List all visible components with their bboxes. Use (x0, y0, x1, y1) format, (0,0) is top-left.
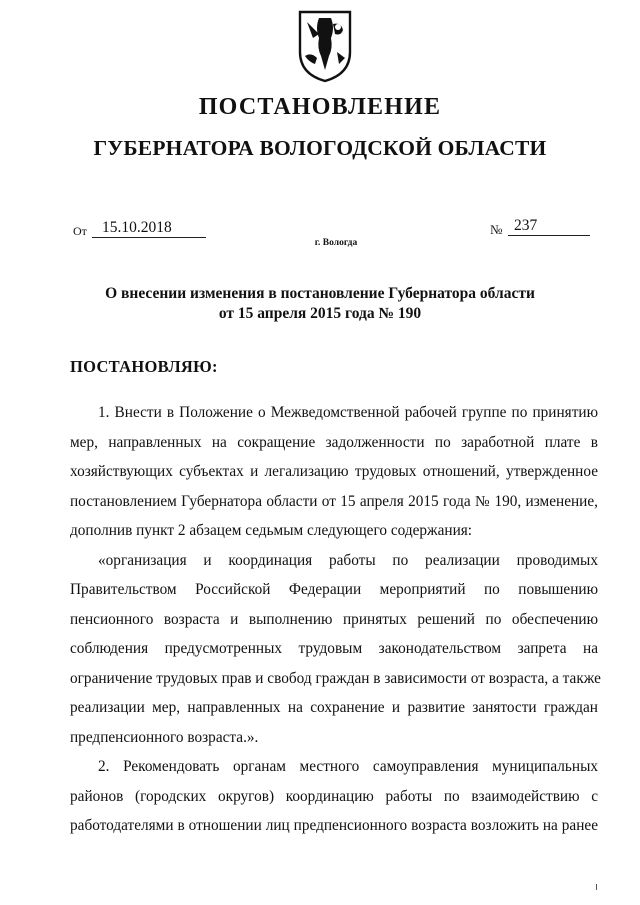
date-label: От (73, 224, 87, 238)
text-line: работодателями в отношении лиц предпенсионного возраста возложить на ранее (70, 817, 598, 834)
decree-word: ПОСТАНОВЛЯЮ: (70, 357, 218, 376)
document-body (70, 398, 601, 841)
text-line: районов (городских округов) координацию работы по взаимодействию с (70, 787, 598, 805)
text-line: пенсионного возраста и выполнению принятых решений по обеспечению (70, 610, 598, 628)
text-line: 2. Рекомендовать органам местного самоуправления муниципальных (98, 758, 598, 775)
text-line: 1. Внести в Положение о Межведомственной рабочей группе по принятию (98, 404, 598, 421)
scan-mark (596, 884, 597, 890)
paragraph-1 (70, 398, 598, 546)
number-value: 237 (508, 217, 590, 236)
text-line: Правительством Российской Федерации мероприятий по повышению (70, 581, 598, 598)
coat-of-arms-emblem (297, 8, 353, 84)
text-line: ограничение трудовых прав и свобод граждан в зависимости от возраста, а также (70, 669, 601, 687)
document-issuer: ГУБЕРНАТОРА ВОЛОГОДСКОЙ ОБЛАСТИ (93, 136, 547, 160)
text-line: реализации мер, направленных на сохранение и развитие занятости граждан (70, 699, 598, 716)
city-label: г. Вологда (314, 238, 358, 248)
paragraph-2 (70, 752, 598, 841)
text-line: хозяйствующих субъектах и легализацию трудовых отношений, утвержденное (70, 463, 598, 480)
number-label: № (490, 222, 503, 237)
subject-line-1: О внесении изменения в постановление Губернатора области (105, 285, 535, 302)
paragraph-quote (70, 546, 601, 753)
text-line: соблюдения предусмотренных трудовым законодательством запрета на (70, 640, 598, 657)
text-line: дополнив пункт 2 абзацем седьмым следующего содержания: (70, 522, 473, 539)
subject-line-2: от 15 апреля 2015 года № 190 (218, 305, 422, 322)
text-line: «организация и координация работы по реализации проводимых (98, 551, 598, 569)
document-title: ПОСТАНОВЛЕНИЕ (198, 94, 442, 120)
city (0, 238, 640, 248)
text-line: мер, направленных на сокращение задолженности по заработной плате в (70, 433, 598, 451)
date-value: 15.10.2018 (92, 219, 206, 238)
text-line: предпенсионного возраста.». (70, 728, 259, 746)
text-line: постановлением Губернатора области от 15 апреля 2015 года № 190, изменение, (70, 492, 598, 510)
